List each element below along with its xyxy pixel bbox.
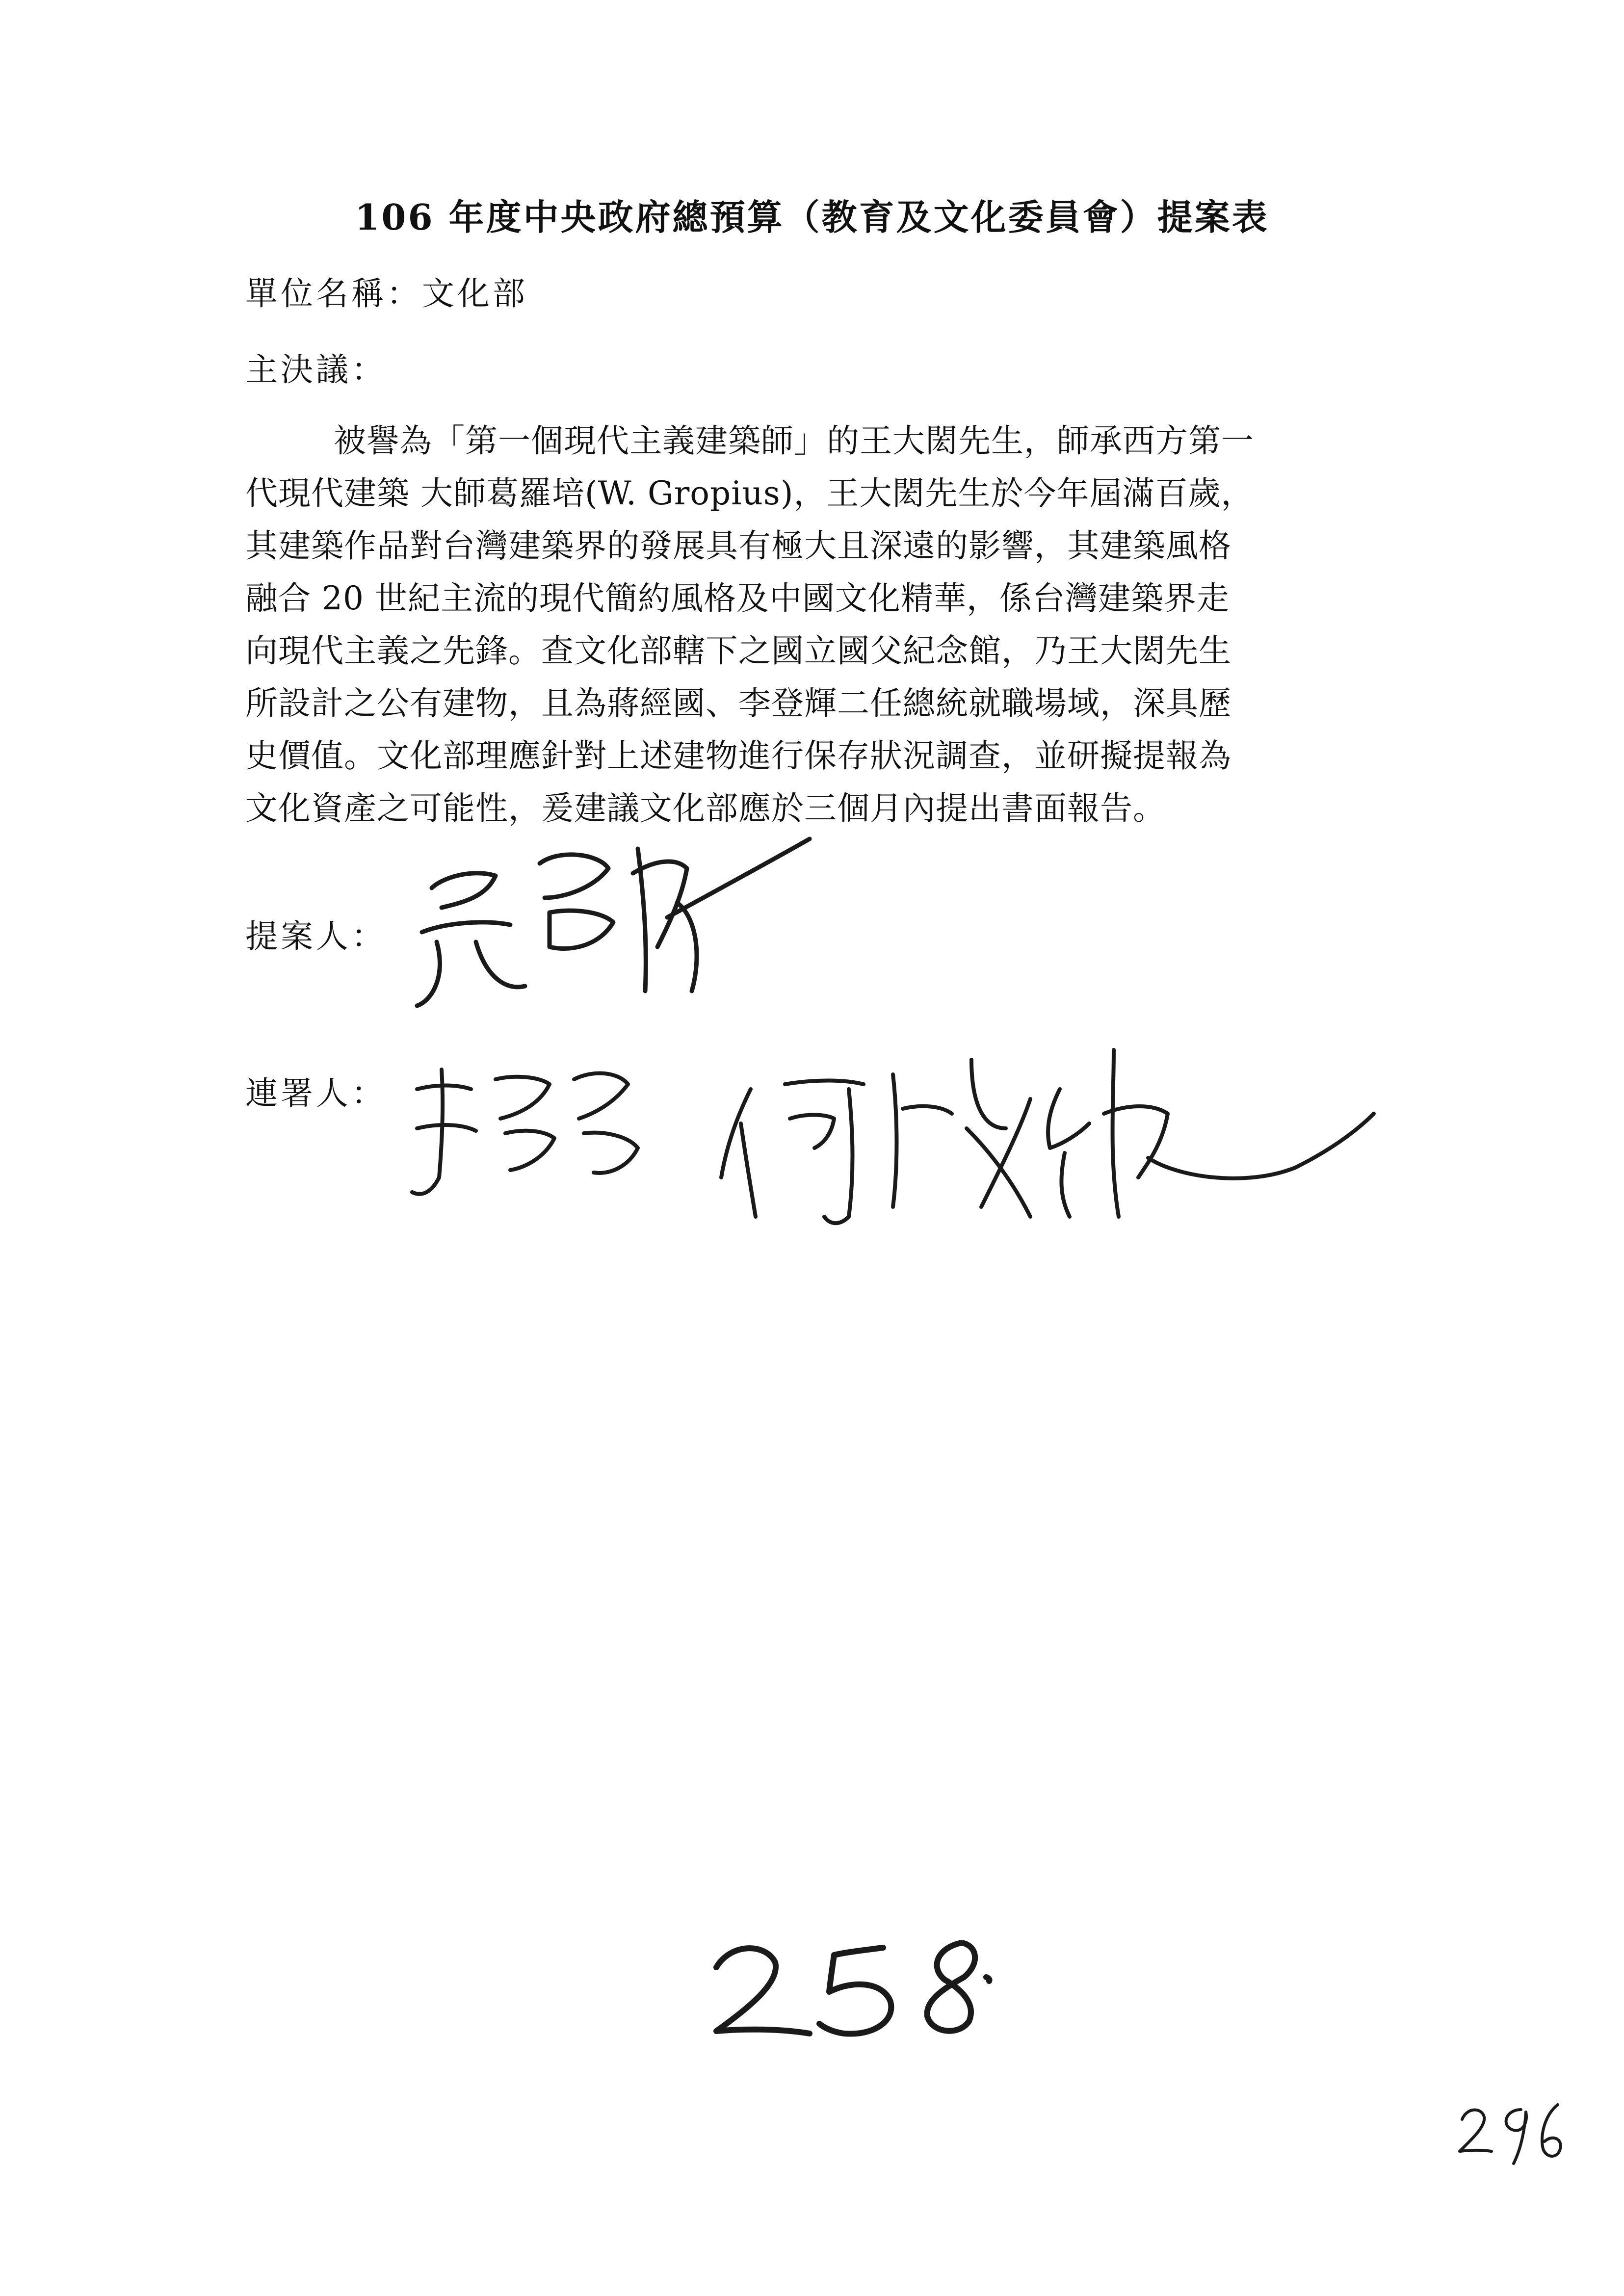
document-title: 106 年度中央政府總預算（教育及文化委員會）提案表 — [355, 196, 1269, 238]
proposer-label: 提案人： — [245, 917, 387, 955]
proposer-signature — [402, 829, 844, 1035]
main-decision-label: 主決議： — [245, 351, 387, 389]
unit-name: 單位名稱：文化部 — [245, 275, 528, 313]
body-line: 被譽為「第一個現代主義建築師」的王大閎先生，師承西方第一 — [334, 422, 1254, 460]
body-line: 史價值。文化部理應針對上述建物進行保存狀況調查，並研擬提報為 — [245, 737, 1231, 775]
body-line: 代現代建築 大師葛羅培(W. Gropius)，王大閎先生於今年屆滿百歲， — [245, 474, 1254, 512]
body-line: 所設計之公有建物，且為蔣經國、李登輝二任總統就職場域，深具歷 — [245, 684, 1231, 722]
cosigner-signature-2 — [707, 1030, 1393, 1236]
corner-page-number — [1452, 2090, 1570, 2173]
cosigner-label: 連署人： — [245, 1074, 387, 1112]
body-line: 融合 20 世紀主流的現代簡約風格及中國文化精華，係台灣建築界走 — [245, 579, 1230, 617]
body-line: 其建築作品對台灣建築界的發展具有極大且深遠的影響，其建築風格 — [245, 527, 1231, 565]
proposal-body — [245, 415, 1388, 835]
cosigner-signature-1 — [397, 1050, 672, 1212]
body-line: 向現代主義之先鋒。查文化部轄下之國立國父紀念館，乃王大閎先生 — [245, 632, 1231, 670]
body-line: 文化資產之可能性，爰建議文化部應於三個月內提出書面報告。 — [245, 789, 1166, 827]
handwritten-page-number — [697, 1923, 1001, 2051]
